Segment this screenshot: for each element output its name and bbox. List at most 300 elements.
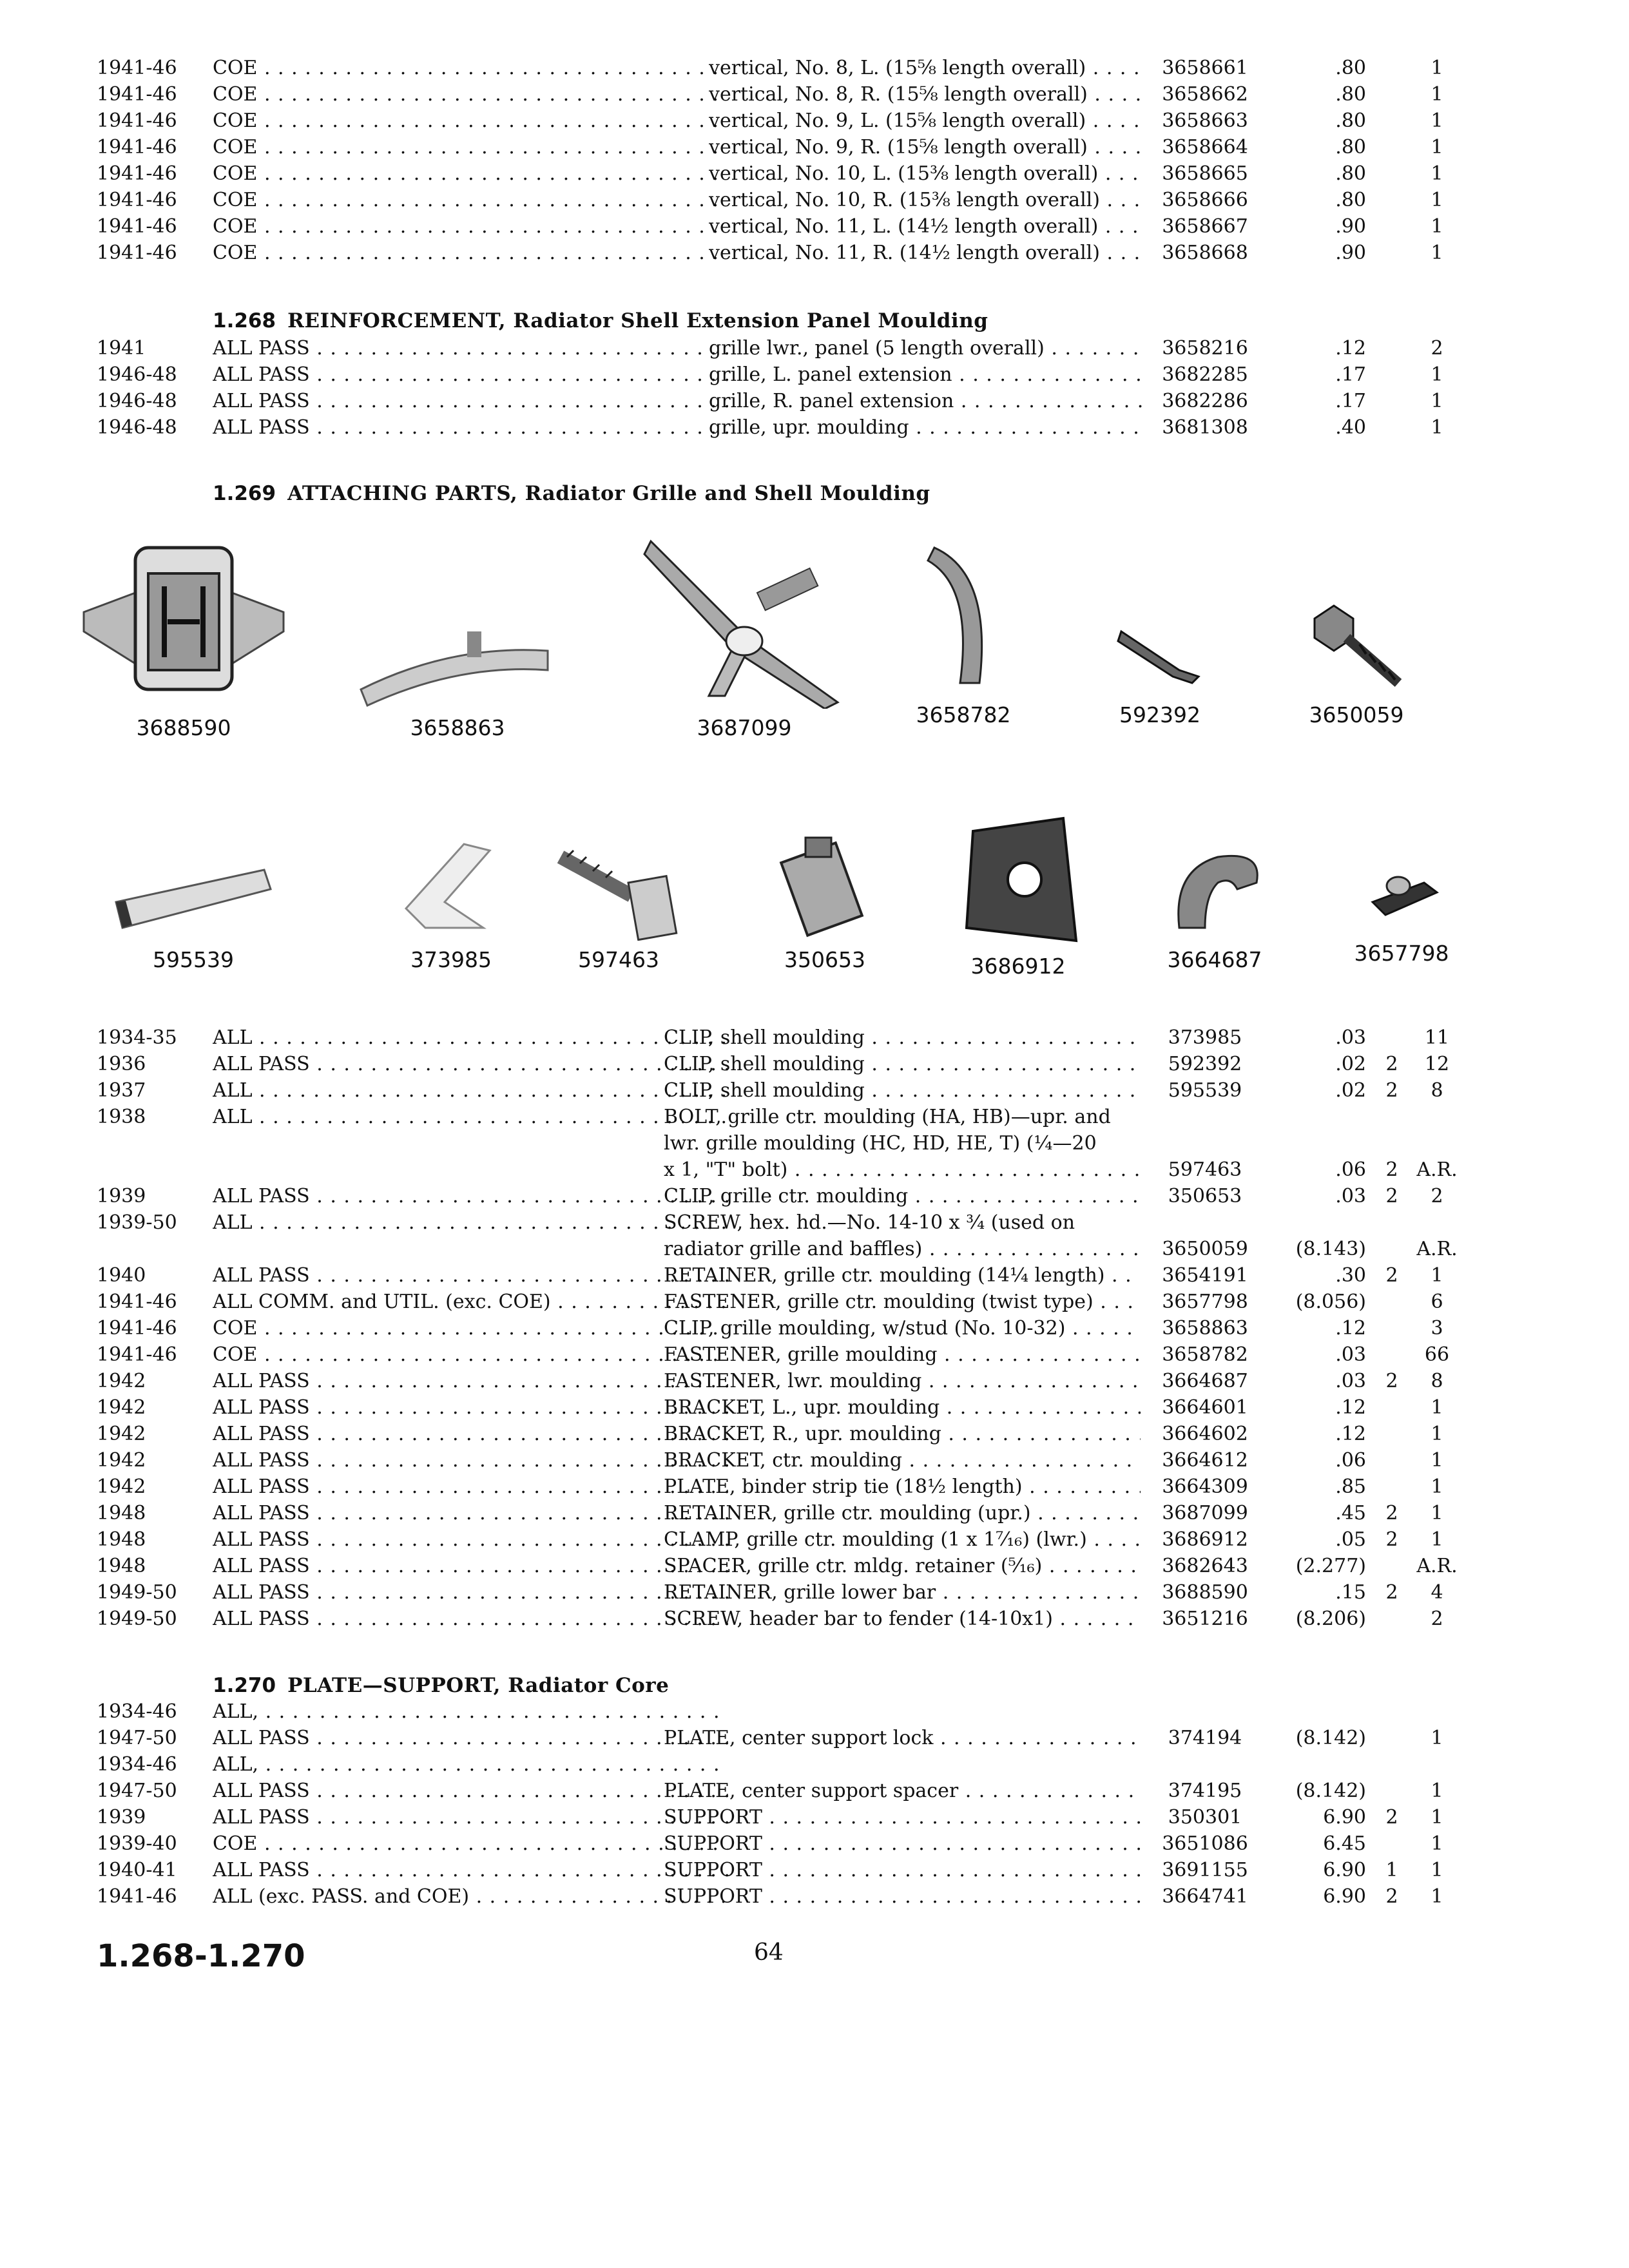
price-cell [1269,1077,1366,1104]
description-cell-text: FASTENER, grille ctr. moulding (twist type) . . . [664,1291,1141,1313]
price-cell [1269,1579,1366,1606]
model-cell [213,1526,728,1553]
part-number-cell-text: 3658782 [1162,1343,1248,1366]
table-row [97,108,1450,134]
price-cell-text: .03 [1335,1370,1366,1392]
quantity-cell-text: 8 [1431,1079,1443,1102]
part-number-cell-text: 3664601 [1162,1396,1248,1419]
quantity-cell-text: 1 [1431,1832,1443,1855]
description-cell [709,187,1147,213]
quantity-cell [1379,1262,1405,1289]
description-cell-text: RETAINER, grille ctr. moulding (14¼ length) . . . [664,1264,1141,1287]
model-cell [213,1883,728,1910]
price-cell-text: .02 [1335,1079,1366,1102]
quantity-cell [1411,1368,1463,1394]
quantity-cell-text: 1 [1431,1264,1443,1287]
table-top [97,55,1450,266]
description-cell-text: SUPPORT . . . [664,1859,1141,1881]
model-cell-text: COE . . . [213,189,728,211]
description-cell-text: BRACKET, ctr. moulding . . . [664,1449,1141,1472]
price-cell-text: .12 [1335,1317,1366,1340]
part-number-cell-text: 3658665 [1162,162,1248,185]
model-cell [213,1447,728,1474]
section-title: ATTACHING PARTS, Radiator Grille and Shell Moulding [287,482,930,505]
description-cell [664,1236,1141,1262]
footer-section-range: 1.268-1.270 [97,1938,305,1974]
part-number-label: 595539 [153,947,234,972]
price-cell [1269,388,1366,414]
table-row [97,1579,1450,1606]
part-number-cell [1147,1077,1263,1104]
price-cell-text: .85 [1335,1475,1366,1498]
year-cell-text: 1939-40 [97,1832,177,1855]
year-cell [97,1024,206,1051]
price-cell [1269,187,1366,213]
part-number-cell-text: 3658662 [1162,83,1248,106]
part-number-cell-text: 3682286 [1162,390,1248,412]
price-cell [1269,55,1366,81]
model-cell [213,160,728,187]
description-cell [664,1289,1141,1315]
table-row [97,1341,1450,1368]
price-cell [1269,1804,1366,1831]
year-cell [97,1500,206,1526]
year-cell-text: 1941-46 [97,189,177,211]
part-figure [354,593,561,740]
model-cell [213,1831,728,1857]
year-cell-text: 1940 [97,1264,146,1287]
description-cell-text: BRACKET, L., upr. moulding . . . [664,1396,1141,1419]
quantity-cell [1411,1474,1463,1500]
quantity-cell [1411,1857,1463,1883]
quantity-cell [1411,1315,1463,1341]
year-cell-text: 1948 [97,1528,146,1551]
section-title: PLATE—SUPPORT, Radiator Core [287,1674,670,1697]
part-number-cell [1147,160,1263,187]
quantity-cell-text: 2 [1385,1264,1398,1287]
price-cell-text: .80 [1335,162,1366,185]
description-cell [709,134,1147,160]
price-cell [1269,361,1366,388]
part-number-cell-text: 3686912 [1162,1528,1248,1551]
part-number-label: 3657798 [1354,941,1449,966]
price-cell [1269,1447,1366,1474]
table-row [97,1553,1458,1579]
year-cell-text: 1938 [97,1106,146,1128]
description-cell [664,1883,1141,1910]
part-number-cell-text: 3658664 [1162,136,1248,159]
part-number-cell-text: 3654191 [1162,1264,1248,1287]
retainer-upper-image [638,535,851,709]
quantity-cell-text: 2 [1385,1806,1398,1829]
description-cell [664,1077,1141,1104]
part-number-cell-text: 3664602 [1162,1423,1248,1445]
quantity-cell [1411,1183,1463,1209]
year-cell [97,1804,206,1831]
year-cell-text: 1941-46 [97,215,177,238]
quantity-cell [1379,1804,1405,1831]
year-cell-text: 1946-48 [97,416,177,439]
table-row [97,1500,1450,1526]
table-row [97,160,1450,187]
price-cell-text: (8.142) [1295,1727,1366,1749]
part-number-cell [1147,1725,1263,1751]
model-cell-text: ALL COMM. and UTIL. (exc. COE) . . . [213,1291,728,1313]
model-cell [213,414,728,441]
price-cell-text: .03 [1335,1026,1366,1049]
price-cell-text: 6.90 [1323,1859,1366,1881]
model-cell [213,240,728,266]
year-cell [97,1606,206,1632]
quantity-cell [1411,240,1463,266]
price-cell [1269,1606,1366,1632]
price-cell-text: .80 [1335,83,1366,106]
model-cell-text: ALL PASS . . . [213,1370,728,1392]
quantity-cell-text: 8 [1431,1370,1443,1392]
part-number-cell-text: 3650059 [1162,1238,1248,1260]
description-cell [709,240,1147,266]
table-1-270 [97,1698,1450,1910]
year-cell-text: 1939 [97,1806,146,1829]
quantity-cell-text: 1 [1431,1806,1443,1829]
quantity-cell [1379,1368,1405,1394]
model-cell [213,335,728,361]
description-cell [664,1209,1141,1236]
part-number-cell [1147,1579,1263,1606]
model-cell [213,55,728,81]
description-cell [664,1778,1141,1804]
description-cell-text: x 1, "T" bolt) . . . [664,1158,1141,1181]
model-cell-text: ALL PASS . . . [213,1780,728,1802]
model-cell [213,1104,728,1130]
description-cell-text: SPACER, grille ctr. mldg. retainer (⁵⁄₁₆) . . . [664,1555,1141,1577]
year-cell-text: 1947-50 [97,1727,177,1749]
model-cell-text: ALL, . . . [213,1753,728,1776]
part-number-cell [1147,1474,1263,1500]
year-cell [97,1698,206,1725]
description-cell-text: SUPPORT . . . [664,1806,1141,1829]
quantity-cell-text: 12 [1424,1053,1450,1075]
quantity-cell-text: 1 [1431,1528,1443,1551]
quantity-cell-text: 1 [1431,242,1443,264]
year-cell [97,1831,206,1857]
model-cell [213,1804,728,1831]
table-row [97,1804,1450,1831]
model-cell-text: COE . . . [213,83,728,106]
table-row [97,1606,1450,1632]
table-row [97,81,1450,108]
part-number-label: 373985 [410,947,492,972]
year-cell-text: 1941-46 [97,162,177,185]
description-cell [709,108,1147,134]
quantity-cell [1411,187,1463,213]
quantity-cell-text: 1 [1431,1885,1443,1908]
quantity-cell-text: 1 [1431,1396,1443,1419]
quantity-cell [1379,1526,1405,1553]
part-number-cell-text: 3658667 [1162,215,1248,238]
year-cell [97,1368,206,1394]
price-cell [1269,134,1366,160]
model-cell-text: ALL PASS . . . [213,1449,728,1472]
part-number-label: 597463 [578,947,659,972]
quantity-cell [1411,134,1463,160]
year-cell-text: 1941-46 [97,1317,177,1340]
model-cell-text: ALL PASS . . . [213,1475,728,1498]
quantity-cell-text: 2 [1385,1528,1398,1551]
quantity-cell [1411,335,1463,361]
table-row [97,1209,1450,1236]
description-cell-text: SUPPORT . . . [664,1832,1141,1855]
part-number-cell [1147,213,1263,240]
price-cell-text: .80 [1335,136,1366,159]
description-cell [709,81,1147,108]
model-cell-text: COE . . . [213,136,728,159]
price-cell-text: .80 [1335,110,1366,132]
table-row [97,414,1450,441]
year-cell [97,1553,206,1579]
part-number-cell [1147,1157,1263,1183]
price-cell-text: (8.142) [1295,1780,1366,1802]
price-cell [1269,1500,1366,1526]
quantity-cell [1411,414,1463,441]
year-cell [97,388,206,414]
part-number-cell-text: 3682285 [1162,363,1248,386]
quantity-cell-text: 1 [1431,1449,1443,1472]
quantity-cell-text: A.R. [1416,1555,1458,1577]
quantity-cell [1411,55,1463,81]
description-cell-text: vertical, No. 9, L. (15⅝ length overall) . . . [709,110,1147,132]
quantity-cell-text: 1 [1431,1423,1443,1445]
quantity-cell [1379,1183,1405,1209]
price-cell [1269,1341,1366,1368]
part-number-label: 3687099 [697,715,792,740]
model-cell-text: ALL PASS . . . [213,1727,728,1749]
quantity-cell [1411,388,1463,414]
description-cell [664,1526,1141,1553]
part-number-cell-text: 373985 [1168,1026,1242,1049]
quantity-cell-text: 2 [1385,1502,1398,1524]
part-number-cell-text: 597463 [1168,1158,1242,1181]
part-number-label: 3688590 [136,715,231,740]
year-cell [97,335,206,361]
price-cell [1269,1553,1366,1579]
price-cell [1269,1315,1366,1341]
year-cell [97,1857,206,1883]
table-row [97,335,1450,361]
table-row [97,240,1450,266]
year-cell [97,1289,206,1315]
price-cell-text: .40 [1335,416,1366,439]
part-figure [915,535,1012,727]
year-cell [97,1447,206,1474]
model-cell-text: ALL PASS . . . [213,1555,728,1577]
part-number-label: 592392 [1119,702,1200,727]
section-heading-1-268 [213,309,988,332]
quantity-cell-text: 4 [1431,1581,1443,1604]
model-cell [213,1553,728,1579]
quantity-cell-text: 2 [1385,1158,1398,1181]
description-cell [664,1368,1141,1394]
model-cell [213,388,728,414]
year-cell-text: 1948 [97,1502,146,1524]
description-cell [709,414,1147,441]
year-cell [97,1778,206,1804]
model-cell [213,1606,728,1632]
table-row [97,213,1450,240]
year-cell-text: 1941 [97,337,146,360]
table-row [97,1130,1450,1157]
price-cell-text: .80 [1335,57,1366,79]
part-number-cell [1147,388,1263,414]
part-number-cell [1147,1553,1263,1579]
part-number-label: 3650059 [1309,702,1404,727]
description-cell [664,1831,1141,1857]
model-cell-text: ALL PASS . . . [213,1528,728,1551]
year-cell [97,1051,206,1077]
quantity-cell-text: 2 [1385,1185,1398,1207]
description-cell-text: CLIP, shell moulding . . . [664,1026,1141,1049]
part-number-cell [1147,1606,1263,1632]
quantity-cell-text: 1 [1431,1859,1443,1881]
model-cell-text: ALL PASS . . . [213,1859,728,1881]
description-cell-text: grille, L. panel extension . . . [709,363,1147,386]
description-cell [664,1553,1141,1579]
price-cell [1269,1526,1366,1553]
model-cell-text: ALL PASS . . . [213,1806,728,1829]
year-cell-text: 1946-48 [97,363,177,386]
quantity-cell [1411,1606,1463,1632]
part-number-cell [1147,1778,1263,1804]
description-cell-text: RETAINER, grille ctr. moulding (upr.) . . . [664,1502,1141,1524]
quantity-cell [1411,1778,1463,1804]
part-number-cell-text: 595539 [1168,1079,1242,1102]
part-number-cell-text: 3651086 [1162,1832,1248,1855]
quantity-cell-text: 1 [1431,1727,1443,1749]
part-number-cell [1147,1831,1263,1857]
quantity-cell-text: 1 [1431,1780,1443,1802]
model-cell-text: COE . . . [213,57,728,79]
model-cell [213,1778,728,1804]
year-cell-text: 1939 [97,1185,146,1207]
description-cell-text: radiator grille and baffles) . . . [664,1238,1141,1260]
part-number-cell-text: 3681308 [1162,416,1248,439]
quantity-cell [1379,1579,1405,1606]
description-cell-text: vertical, No. 10, R. (15⅜ length overall) . . . [709,189,1147,211]
quantity-cell-text: 1 [1431,189,1443,211]
table-row [97,1289,1450,1315]
model-cell [213,1500,728,1526]
price-cell [1269,1421,1366,1447]
description-cell-text: vertical, No. 8, R. (15⅝ length overall) . . . [709,83,1147,106]
table-row [97,1262,1450,1289]
quantity-cell [1379,1500,1405,1526]
price-cell-text: .45 [1335,1502,1366,1524]
price-cell-text: .90 [1335,242,1366,264]
model-cell-text: ALL PASS . . . [213,1053,728,1075]
table-row [97,1883,1450,1910]
year-cell-text: 1942 [97,1396,146,1419]
part-figure [1108,606,1211,727]
part-number-cell [1147,1024,1263,1051]
table-row [97,1474,1450,1500]
description-cell [664,1104,1141,1130]
part-figure [638,535,851,740]
year-cell [97,1526,206,1553]
year-cell [97,1183,206,1209]
table-row [97,1077,1450,1104]
year-cell [97,55,206,81]
quantity-cell [1411,1024,1463,1051]
description-cell-text: vertical, No. 11, L. (14½ length overall) . . . [709,215,1147,238]
part-figure [767,825,883,972]
quantity-cell-text: 1 [1431,83,1443,106]
year-cell-text: 1941-46 [97,110,177,132]
quantity-cell [1411,1289,1463,1315]
model-cell [213,1421,728,1447]
table-row [97,134,1450,160]
year-cell-text: 1942 [97,1449,146,1472]
price-cell-text: (8.206) [1295,1608,1366,1630]
part-number-cell-text: 3664741 [1162,1885,1248,1908]
part-number-cell [1147,1236,1263,1262]
quantity-cell [1379,1157,1405,1183]
table-row [97,1236,1458,1262]
part-figure [77,535,290,740]
table-row [97,1157,1458,1183]
model-cell [213,1051,728,1077]
quantity-cell [1411,1883,1463,1910]
quantity-cell [1411,1394,1463,1421]
year-cell-text: 1946-48 [97,390,177,412]
quantity-cell-text: A.R. [1416,1238,1458,1260]
model-cell-text: ALL . . . [213,1106,728,1128]
price-cell-text: (2.277) [1295,1555,1366,1577]
quantity-cell [1411,361,1463,388]
description-cell-text: PLATE, center support lock . . . [664,1727,1141,1749]
model-cell-text: COE . . . [213,110,728,132]
quantity-cell-text: 1 [1431,363,1443,386]
model-cell-text: ALL PASS . . . [213,363,728,386]
part-number-cell [1147,1883,1263,1910]
table-row [97,1368,1450,1394]
quantity-cell-text: 2 [1385,1053,1398,1075]
year-cell-text: 1942 [97,1423,146,1445]
part-number-cell [1147,1051,1263,1077]
part-number-cell-text: 3664612 [1162,1449,1248,1472]
model-cell-text: ALL . . . [213,1079,728,1102]
part-number-cell-text: 3688590 [1162,1581,1248,1604]
description-cell-text: grille lwr., panel (5 length overall) . . . [709,337,1147,360]
quantity-cell-text: 2 [1385,1581,1398,1604]
model-cell-text: ALL PASS . . . [213,1581,728,1604]
year-cell [97,1883,206,1910]
model-cell-text: COE . . . [213,1832,728,1855]
price-cell-text: .02 [1335,1053,1366,1075]
price-cell-text: (8.056) [1295,1291,1366,1313]
model-cell-text: ALL PASS . . . [213,416,728,439]
year-cell-text: 1949-50 [97,1581,177,1604]
description-cell [664,1500,1141,1526]
year-cell [97,1725,206,1751]
model-cell-text: ALL . . . [213,1211,728,1234]
description-cell [664,1183,1141,1209]
description-cell-text: SCREW, header bar to fender (14-10x1) . . . [664,1608,1141,1630]
part-number-cell-text: 3657798 [1162,1291,1248,1313]
price-cell [1269,160,1366,187]
quantity-cell [1411,1526,1463,1553]
section-number: 1.268 [213,309,276,332]
description-cell [709,388,1147,414]
